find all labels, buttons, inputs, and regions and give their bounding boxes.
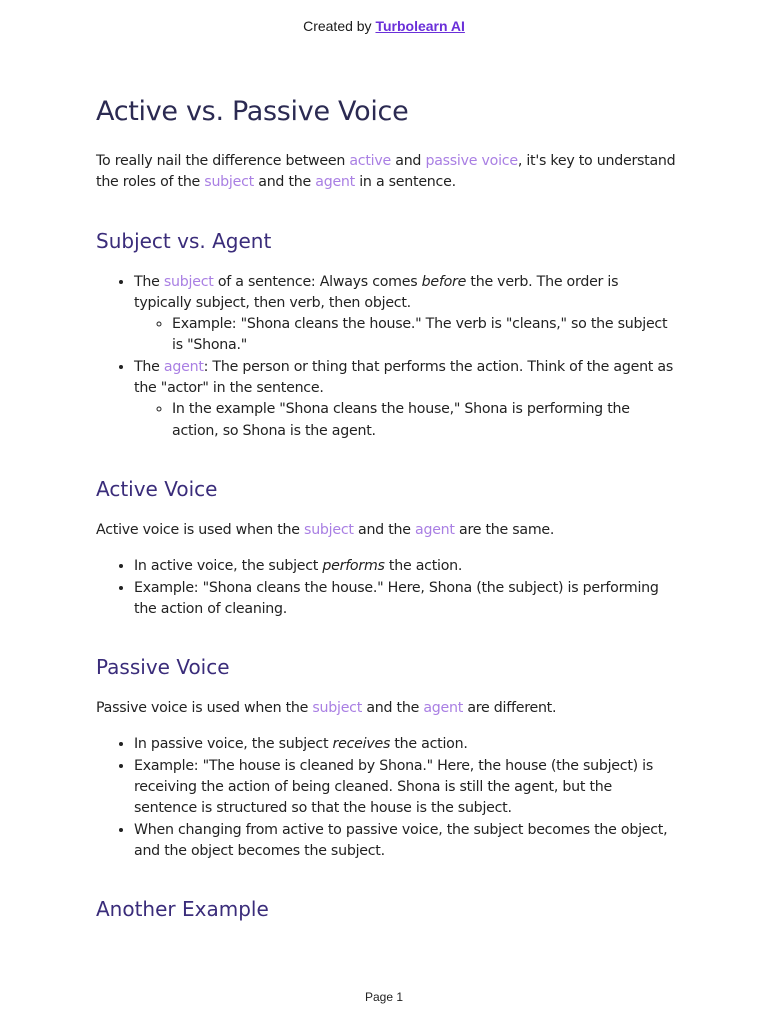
document-body — [96, 96, 676, 937]
page-number: Page 1 — [364, 990, 404, 1004]
highlight-subject: subject — [304, 521, 354, 538]
list-item: • Example: "Shona cleans the house." Here, Shona (the subject) is performing the action of cleaning. — [134, 578, 676, 621]
highlight-subject: subject — [204, 174, 254, 191]
list-item: • Example: "The house is cleaned by Shona." Here, the house (the subject) is receiving the action of being cleaned. Shona is still the agent, but the sentence is structured so that the house is the subject. — [134, 756, 676, 820]
emphasis-performs: performs — [322, 558, 385, 575]
passive-paragraph — [96, 698, 676, 719]
list-text: the action. — [390, 736, 468, 753]
page-title: Active vs. Passive Voice — [96, 96, 409, 127]
intro-text: and the — [253, 174, 316, 191]
list-item — [134, 556, 676, 577]
section-heading-subject-agent: Subject vs. Agent — [96, 228, 272, 253]
section-heading-passive-voice: Passive Voice — [96, 655, 230, 680]
paragraph-text: Active voice is used when the — [96, 521, 305, 538]
emphasis-before: before — [421, 273, 467, 290]
highlight-agent: agent — [415, 521, 455, 538]
sub-list-item: ◦ In the example "Shona cleans the house," Shona is performing the action, so Shona is the agent. — [172, 399, 676, 442]
intro-text: To really nail the difference between — [96, 153, 350, 169]
list-text: The — [134, 273, 164, 290]
list-item — [134, 734, 676, 755]
intro-text: and — [390, 153, 426, 169]
active-list — [96, 556, 676, 620]
intro-text: in a sentence. — [354, 174, 456, 191]
highlight-agent: agent — [163, 358, 204, 375]
credit-prefix: Created by — [303, 18, 376, 34]
highlight-agent: agent — [315, 174, 355, 191]
paragraph-text: are the same. — [454, 521, 555, 538]
list-text: In passive voice, the subject — [134, 736, 333, 753]
list-item — [134, 272, 676, 357]
section-heading-another-example: Another Example — [96, 897, 269, 922]
list-text: In active voice, the subject — [134, 558, 323, 575]
list-text: the verb. The order is typically subject, then verb, then object. — [134, 273, 619, 311]
emphasis-receives: receives — [332, 736, 391, 753]
list-text: The — [134, 358, 164, 375]
highlight-subject: subject — [312, 700, 363, 717]
paragraph-text: and the — [353, 521, 415, 538]
sub-list-item: ◦ Example: "Shona cleans the house." The verb is "cleans," so the subject is "Shona." — [172, 314, 676, 357]
section-heading-active-voice: Active Voice — [96, 476, 218, 501]
list-text: : The person or thing that performs the action. Think of the agent as the "actor" in the sentence. — [134, 358, 673, 397]
active-paragraph — [96, 520, 676, 541]
sub-list — [134, 314, 676, 357]
sub-list — [134, 399, 676, 442]
highlight-subject: subject — [163, 273, 214, 290]
paragraph-text: Passive voice is used when the — [96, 700, 313, 717]
list-text: of a sentence: Always comes — [213, 273, 422, 290]
subject-agent-list — [96, 272, 676, 442]
credit-line — [0, 18, 768, 34]
paragraph-text: are different. — [463, 700, 557, 717]
highlight-agent: agent — [423, 700, 464, 717]
list-text: the action. — [384, 558, 463, 575]
highlight-passive-voice: passive voice — [425, 153, 518, 169]
paragraph-text: and the — [362, 700, 424, 717]
intro-text: , it's key to understand the roles of the — [96, 153, 676, 191]
intro-paragraph — [96, 151, 676, 194]
list-item: • When changing from active to passive voice, the subject becomes the object, and the object becomes the subject. — [134, 820, 676, 863]
turbolearn-link[interactable]: Turbolearn AI — [375, 18, 465, 34]
passive-list — [96, 734, 676, 862]
highlight-active: active — [349, 153, 391, 169]
list-item — [134, 357, 676, 442]
